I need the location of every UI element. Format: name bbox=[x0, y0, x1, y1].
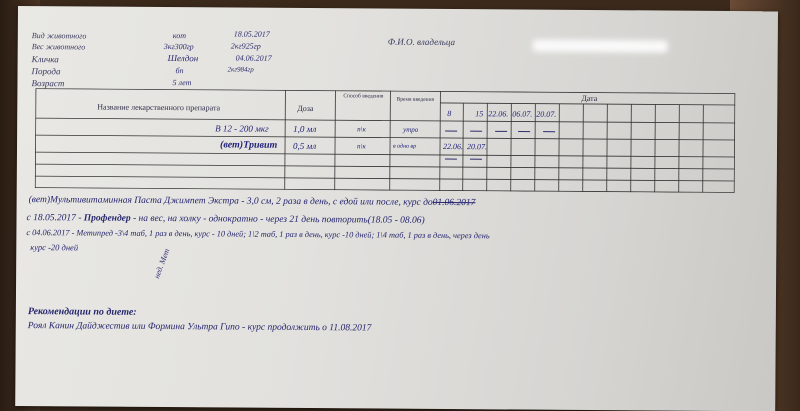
field-extra-weight: 2кг925гр bbox=[230, 41, 261, 51]
note-line-3-date: с 04.06.2017 - bbox=[26, 228, 77, 238]
note-line-1-struck-date: 01.06.2017 bbox=[432, 197, 476, 209]
diet-title: Рекомендации по диете: bbox=[27, 306, 137, 318]
row2-time: в одно вр bbox=[393, 143, 417, 150]
owner-label: Ф.И.О. владельца bbox=[387, 36, 456, 48]
header-dose: Доза bbox=[297, 103, 314, 114]
note-line-2-rest: - на вес, на холку - однократно - через 21 день повторить(18.05 - 08.06) bbox=[130, 213, 425, 226]
date-cell-1: 8 bbox=[447, 108, 452, 119]
handwritten-mark: нед. Мет bbox=[152, 247, 172, 280]
field-value-breed: бп bbox=[175, 66, 184, 76]
field-label-name: Кличка bbox=[31, 54, 59, 65]
row2-date-1: 22.06. bbox=[442, 141, 464, 152]
note-line-2-drug: Профендер bbox=[83, 213, 131, 224]
field-value-age: 5 лет bbox=[172, 78, 192, 88]
field-label-weight: Вес животного bbox=[31, 42, 86, 52]
date-cell-2: 15 bbox=[475, 109, 484, 119]
note-line-1-text: (вет)Мультивитаминная Паста Джимпет Экстра - 3,0 см, 2 раза в день, с едой или после, курс до bbox=[28, 195, 433, 208]
medication-table bbox=[35, 88, 736, 193]
row1-method: п\к bbox=[357, 125, 366, 134]
field-value-species: кот bbox=[172, 31, 187, 41]
note-line-2-date: с 18.05.2017 - bbox=[26, 213, 84, 224]
note-line-3-rest: Метипред -3\4 таб, 1 раз в день, курс - 10 дней; 1\2 таб, 1 раз в день, курс -10 дней; 1\4 таб, 1 раз в день, через день bbox=[76, 228, 490, 241]
field-extra-breed: 2кг984гр bbox=[227, 65, 254, 74]
row2-method: п\к bbox=[357, 142, 366, 151]
row2-dose: 0,5 мл bbox=[292, 140, 317, 152]
date-cell-3: 22.06. bbox=[488, 109, 509, 119]
note-line-1 bbox=[29, 195, 476, 208]
redacted-owner-name bbox=[533, 40, 668, 53]
header-date: Дата bbox=[581, 93, 598, 104]
note-line-3 bbox=[26, 228, 489, 240]
diet-text: Роял Канин Дайджестив или Формина Ультра Гипо - курс продолжить о 11.08.2017 bbox=[27, 321, 372, 334]
header-drug-name: Название лекарственного препарата bbox=[97, 102, 221, 113]
note-line-2 bbox=[26, 213, 424, 226]
row2-drug: (вет)Тривит bbox=[219, 139, 278, 151]
field-value-name: Шелдон bbox=[167, 53, 199, 64]
header-time: Время введения bbox=[396, 96, 435, 103]
field-label-species: Вид животного bbox=[31, 31, 87, 41]
field-extra-name: 04.06.2017 bbox=[235, 53, 272, 63]
row2-date-2: 20.07. bbox=[466, 142, 488, 152]
field-value-weight: 3кг300гр bbox=[163, 42, 194, 52]
field-label-age: Возраст bbox=[31, 78, 65, 89]
note-line-4: курс -20 дней bbox=[30, 242, 79, 253]
field-label-breed: Порода bbox=[31, 66, 61, 77]
date-cell-5: 20.07. bbox=[536, 109, 557, 119]
field-extra-species: 18.05.2017 bbox=[233, 29, 270, 39]
row1-dose: 1,0 мл bbox=[293, 123, 317, 135]
prescription-sheet bbox=[15, 6, 778, 411]
header-method: Способ введения bbox=[343, 93, 384, 100]
row1-time: утро bbox=[403, 125, 419, 134]
row1-drug: В 12 - 200 мкг bbox=[215, 123, 269, 134]
date-cell-4: 06.07. bbox=[512, 109, 533, 119]
animal-info bbox=[18, 6, 778, 89]
